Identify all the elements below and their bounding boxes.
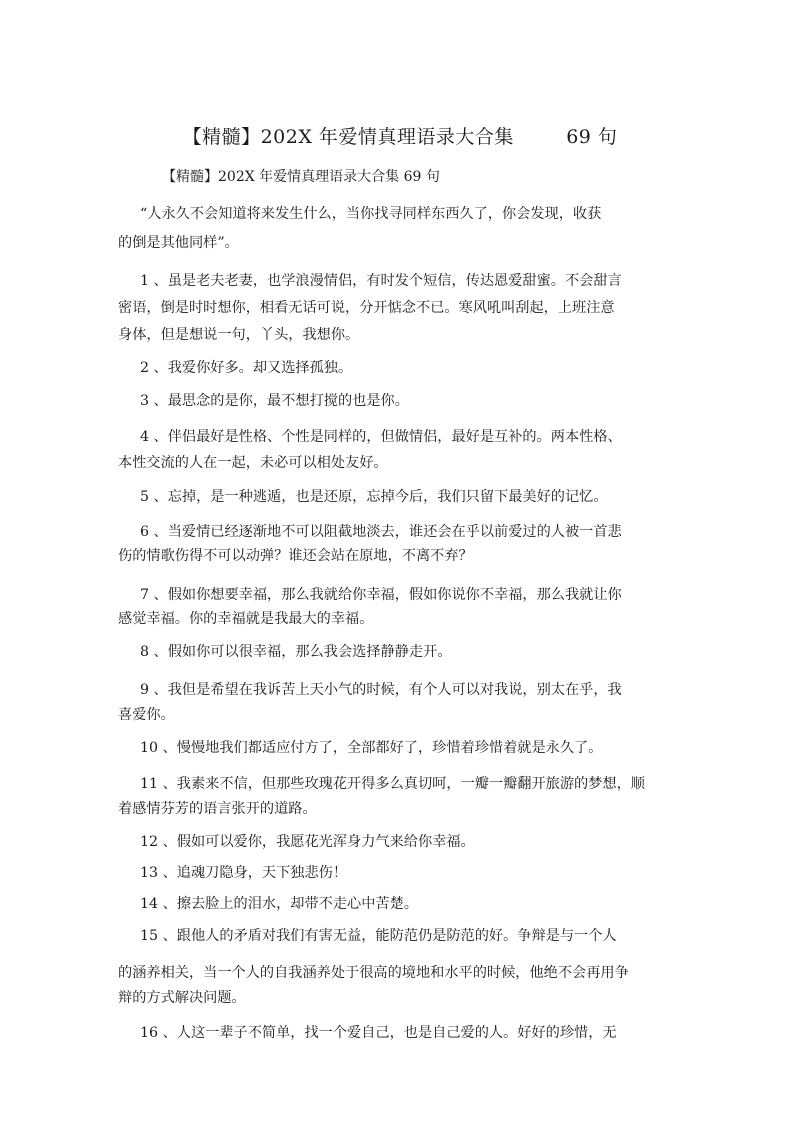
text-line: 13 、追魂刀隐身，天下独悲伤！ [140,865,348,881]
text-line: 1 、虽是老夫老妻，也学浪漫情侣，有时发个短信，传达恩爱甜蜜。不会甜言 [140,273,622,289]
text-line: 10 、慢慢地我们都适应付方了，全部都好了，珍惜着珍惜着就是永久了。 [140,740,603,756]
text-line: 9 、我但是希望在我诉苦上天小气的时候，有个人可以对我说，别太在乎，我 [140,682,622,698]
document-subtitle: 【精髓】202X 年爱情真理语录大合集 69 句 [162,169,440,185]
text-line: 着感情芬芳的语言张开的道路。 [118,801,317,817]
text-line: 喜爱你。 [118,707,175,723]
text-line: 的涵养相关，当一个人的自我涵养处于很高的境地和水平的时候，他绝不会再用争 [118,965,629,981]
text-line: 11 、我素来不信，但那些玫瑰花开得多么真切呵，一瓣一瓣翻开旅游的梦想，顺 [140,776,645,792]
text-line: 伤的情歌伤得不可以动弹？谁还会站在原地，不离不弃？ [118,548,473,564]
text-line: 15 、跟他人的矛盾对我们有害无益，能防范仍是防范的好。争辩是与一个人 [140,928,617,944]
text-line: 4 、伴侣最好是性格、个性是同样的，但做情侣，最好是互补的。两本性格、 [140,429,622,445]
text-line: 12 、假如可以爱你，我愿花光浑身力气来给你幸福。 [140,834,475,850]
text-line: 2 、我爱你好多。却又选择孤独。 [140,360,353,376]
text-line: “人永久不会知道将来发生什么，当你找寻同样东西久了，你会发现，收获 [140,206,602,222]
text-line: 感觉幸福。你的幸福就是我最大的幸福。 [118,611,374,627]
text-line: 身体，但是想说一句，丫头，我想你。 [118,327,360,343]
text-line: 8 、假如你可以很幸福，那么我会选择静静走开。 [140,644,452,660]
text-line: 6 、当爱情已经逐渐地不可以阻截地淡去，谁还会在乎以前爱过的人被一首悲 [140,524,622,540]
text-line: 16 、人这一辈子不简单，找一个爱自己，也是自己爱的人。好好的珍惜，无 [140,1025,617,1041]
document-title: 【精髓】202X 年爱情真理语录大合集 69 句 [182,126,618,148]
text-line: 辩的方式解决问题。 [118,990,246,1006]
text-line: 密语，倒是时时想你，相看无话可说，分开惦念不已。寒风吼叫刮起，上班注意 [118,300,615,316]
text-line: 的倒是其他同样”。 [118,235,239,251]
text-line: 5 、忘掉，是一种逃遁，也是还原，忘掉今后，我们只留下最美好的记忆。 [140,489,608,505]
text-line: 7 、假如你想要幸福，那么我就给你幸福，假如你说你不幸福，那么我就让你 [140,587,622,603]
text-line: 3 、最思念的是你，最不想打搅的也是你。 [140,393,409,409]
text-line: 14 、擦去脸上的泪水，却带不走心中苦楚。 [140,896,418,912]
text-line: 本性交流的人在一起，未必可以相处友好。 [118,455,388,471]
